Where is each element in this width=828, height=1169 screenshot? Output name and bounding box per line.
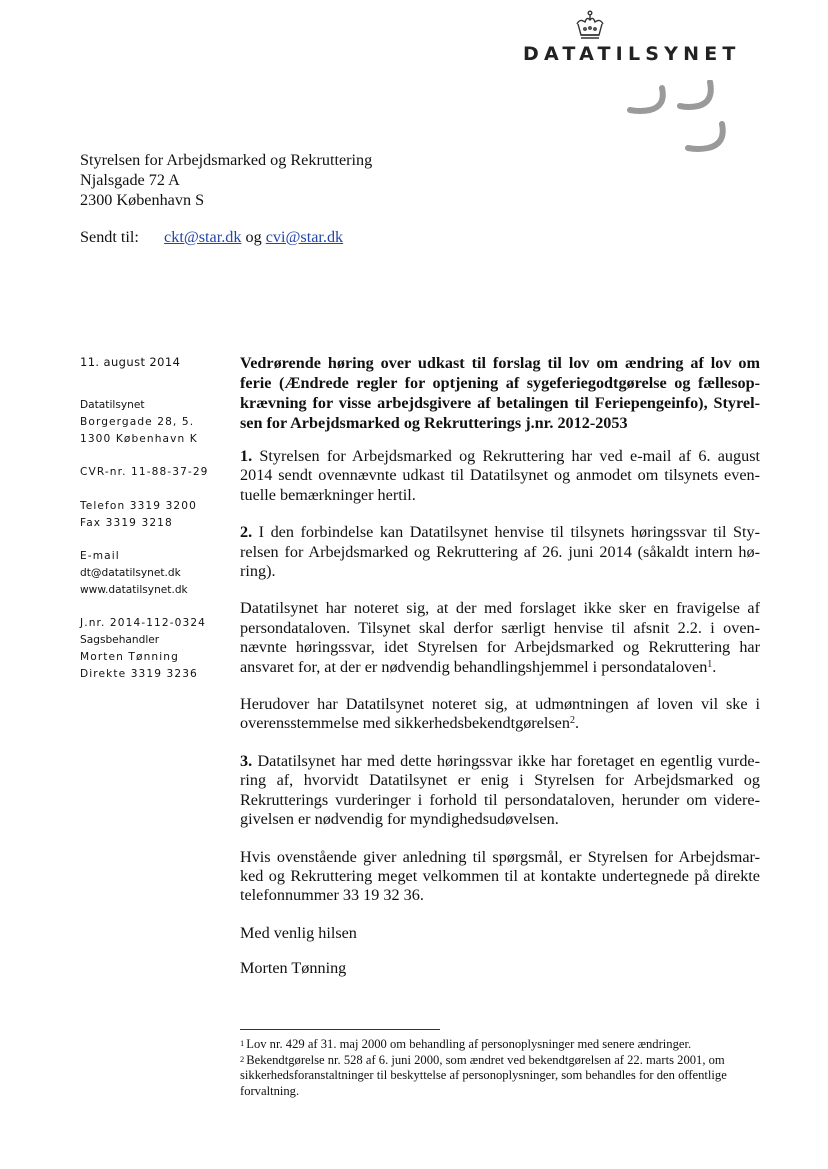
footnote-text: Bekendtgørelse nr. 528 af 6. juni 2000, som ændret ved bekendtgørelsen af 22. marts 2001, om sikkerhedsforanstaltninger til beskyttelse af personoplysninger, som behandles for den offentlige forvaltning.: [240, 1052, 727, 1098]
paragraph-2: [240, 523, 760, 581]
paragraph-6: [240, 848, 760, 906]
paragraph-text: Styrelsen for Arbejdsmarked og Rekruttering har ved e-mail af 6. august 2014 sendt ovennævnte udkast til Datatilsynet og anmodet om tilsynets even-tuelle bemærkninger hertil.: [240, 447, 761, 504]
signature-name: Morten Tønning: [240, 959, 347, 978]
sidebar-cvr: CVR-nr. 11-88-37-29: [80, 466, 209, 478]
sent-to-line: [80, 228, 343, 247]
footnote-divider: [240, 1029, 440, 1030]
sidebar-email-label: E-mail: [80, 550, 120, 562]
sidebar-fax: Fax 3319 3218: [80, 517, 173, 529]
paragraph-text: Hvis ovenstående giver anledning til spørgsmål, er Styrelsen for Arbejdsmar-ked og Rekruttering meget velkommen til at kontakte undertegnede på direkte telefonnummer 33 19 32 36.: [240, 847, 760, 905]
logo-wordmark: DATATILSYNET: [523, 43, 741, 65]
handwritten-initials: [622, 80, 732, 160]
footnote-text: Lov nr. 429 af 31. maj 2000 om behandling af personoplysninger med senere ændringer.: [246, 1037, 692, 1051]
sent-to-label: Sendt til:: [80, 228, 139, 246]
paragraph-1: [240, 447, 760, 505]
sidebar-handler-name: Morten Tønning: [80, 651, 179, 663]
paragraph-text: Datatilsynet har noteret sig, at der med forslaget ikke sker en fravigelse af persondataloven. Tilsynet skal derfor særligt henvise til afsnit 2.2. i oven-nævnte høringssvar, idet Styrelsen for Arbejdsmarked og Rekruttering har ansvaret for, at der er nødvendig behandlingshjemmel i persondataloven: [240, 599, 760, 676]
paragraph-end: .: [574, 714, 579, 733]
footnote-2: [240, 1053, 765, 1100]
paragraph-text: Datatilsynet har med dette høringssvar ikke har foretaget en egentlig vurde-ring af, hvorvidt Datatilsynet er enig i Styrelsen for Arbejdsmarked og Rekrutterings vurderinger i forhold til persondataloven, herunder om videre-givelsen er nødvendig for myndighedsudøvelsen.: [240, 751, 760, 829]
paragraph-4: [240, 695, 760, 734]
letter-subject: Vedrørende høring over udkast til forslag til lov om ændring af lov om ferie (Ændrede regler for optjening af sygeferiegodtgørelse og fællesop-krævning for visse arbejdsgivere af betalingen til Feriepengeinfo), Styrel-sen for Arbejdsmarked og Rekrutterings j.nr. 2012-2053: [240, 354, 760, 432]
sidebar-phone: Telefon 3319 3200: [80, 500, 197, 512]
email-link-cvi[interactable]: cvi@star.dk: [265, 228, 344, 246]
footnote-1: [240, 1037, 765, 1053]
email-connector: og: [245, 228, 262, 246]
footnotes: [240, 1037, 765, 1099]
paragraph-number: 1.: [240, 447, 253, 465]
recipient-city: 2300 København S: [80, 191, 205, 209]
footnote-number: 1: [240, 1038, 245, 1048]
paragraph-text: Herudover har Datatilsynet noteret sig, at udmøntningen af loven vil ske i overensstemmelse med sikkerhedsbekendtgørelsen: [240, 695, 760, 733]
sidebar-web[interactable]: www.datatilsynet.dk: [80, 584, 188, 596]
sidebar-email[interactable]: dt@datatilsynet.dk: [80, 567, 181, 579]
footnote-ref: 2: [569, 715, 575, 727]
sidebar-org: Datatilsynet: [80, 399, 145, 411]
letter-date: 11. august 2014: [80, 355, 181, 369]
closing: Med venlig hilsen: [240, 923, 357, 942]
sidebar-direct: Direkte 3319 3236: [80, 668, 198, 680]
sidebar-address2: 1300 København K: [80, 433, 198, 445]
footnote-number: 2: [240, 1053, 245, 1064]
paragraph-3: [240, 599, 760, 677]
recipient-street: Njalsgade 72 A: [80, 171, 180, 189]
paragraph-number: 3.: [240, 751, 253, 770]
paragraph-end: .: [712, 657, 717, 676]
letter-body: [240, 353, 760, 995]
sidebar-jnr: J.nr. 2014-112-0324: [80, 617, 207, 629]
paragraph-5: [240, 752, 760, 830]
footnote-ref: 1: [707, 658, 713, 670]
crown-icon: [572, 10, 608, 42]
sidebar-handler-label: Sagsbehandler: [80, 634, 160, 646]
paragraph-number: 2.: [240, 523, 253, 542]
email-link-ckt[interactable]: ckt@star.dk: [164, 228, 242, 246]
sidebar-address1: Borgergade 28, 5.: [80, 416, 195, 428]
recipient-name: Styrelsen for Arbejdsmarked og Rekruttering: [80, 151, 373, 169]
paragraph-text: I den forbindelse kan Datatilsynet henvise til tilsynets høringssvar til Sty-relsen for Arbejdsmarked og Rekruttering af 26. juni 2014 (såkaldt intern hø-ring).: [240, 523, 760, 581]
